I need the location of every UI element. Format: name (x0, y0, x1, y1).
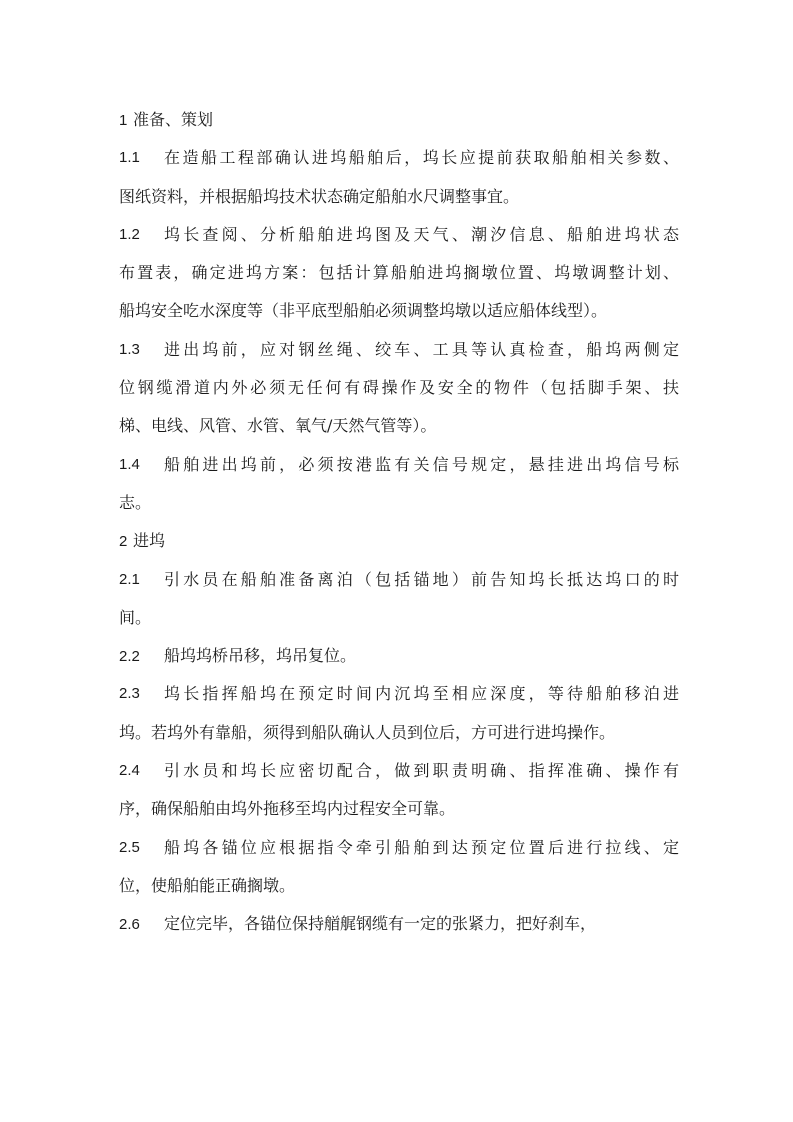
line-text: 间。 (119, 607, 152, 627)
line-text: 梯、电线、风管、水管、氧气/天然气管等）。 (119, 416, 437, 436)
text-line (119, 599, 679, 637)
numbered-paragraph (119, 675, 679, 752)
numbered-paragraph (119, 446, 679, 523)
text-line (119, 484, 679, 522)
document-page (119, 101, 679, 944)
text-line (119, 752, 679, 790)
line-text: 船坞各锚位应根据指令牵引船舶到达预定位置后进行拉线、定 (164, 837, 679, 857)
text-line (119, 216, 679, 254)
paragraph-number: 2.6 (119, 916, 140, 934)
text-line (119, 101, 679, 139)
line-text: 船坞坞桥吊移，坞吊复位。 (164, 646, 357, 666)
text-line (119, 254, 679, 292)
text-line (119, 790, 679, 828)
line-text: 位钢缆滑道内外必须无任何有碍操作及安全的物件（包括脚手架、扶 (119, 378, 679, 398)
section-heading (119, 101, 679, 139)
text-line (119, 331, 679, 369)
line-text: 布置表，确定进坞方案：包括计算船舶进坞搁墩位置、坞墩调整计划、 (119, 263, 679, 283)
line-text: 坞长指挥船坞在预定时间内沉坞至相应深度，等待船舶移泊进 (164, 684, 679, 704)
text-line (119, 369, 679, 407)
paragraph-number: 2.2 (119, 648, 140, 666)
text-line (119, 139, 679, 177)
numbered-paragraph (119, 331, 679, 446)
line-text: 序，确保船舶由坞外拖移至坞内过程安全可靠。 (119, 799, 456, 819)
text-line (119, 292, 679, 330)
numbered-paragraph (119, 905, 679, 943)
section-number: 2 (119, 533, 128, 551)
line-text: 进出坞前，应对钢丝绳、绞车、工具等认真检查，船坞两侧定 (164, 339, 679, 359)
text-line (119, 178, 679, 216)
paragraph-number: 2.1 (119, 570, 140, 588)
line-text: 坞。若坞外有靠船，须得到船队确认人员到位后，方可进行进坞操作。 (119, 722, 616, 742)
line-text: 准备、策划 (133, 110, 214, 129)
numbered-paragraph (119, 216, 679, 331)
line-text: 图纸资料，并根据船坞技术状态确定船舶水尺调整事宜。 (119, 186, 520, 206)
line-text: 进坞 (133, 531, 166, 551)
line-text: 在造船工程部确认进坞船舶后，坞长应提前获取船舶相关参数、 (164, 148, 679, 168)
paragraph-number: 2.3 (119, 685, 140, 703)
line-text: 引水员和坞长应密切配合，做到职责明确、指挥准确、操作有 (164, 761, 679, 781)
numbered-paragraph (119, 829, 679, 906)
line-text: 坞长查阅、分析船舶进坞图及天气、潮汐信息、船舶进坞状态 (164, 224, 679, 244)
numbered-paragraph (119, 561, 679, 638)
numbered-paragraph (119, 139, 679, 216)
text-line (119, 905, 679, 943)
text-line (119, 522, 679, 560)
document-body (119, 101, 679, 944)
text-line (119, 407, 679, 445)
text-line (119, 561, 679, 599)
paragraph-number: 1.1 (119, 149, 140, 167)
text-line (119, 867, 679, 905)
line-text: 船坞安全吃水深度等（非平底型船舶必须调整坞墩以适应船体线型）。 (119, 301, 608, 321)
paragraph-number: 1.2 (119, 225, 140, 243)
line-text: 位，使船舶能正确搁墩。 (119, 875, 296, 895)
section-heading (119, 522, 679, 560)
paragraph-number: 1.3 (119, 340, 140, 358)
text-line (119, 637, 679, 675)
paragraph-number: 1.4 (119, 455, 140, 473)
line-text: 船舶进出坞前，必须按港监有关信号规定，悬挂进出坞信号标 (164, 454, 679, 474)
text-line (119, 446, 679, 484)
paragraph-number: 2.4 (119, 762, 140, 780)
text-line (119, 714, 679, 752)
numbered-paragraph (119, 637, 679, 675)
line-text: 志。 (119, 492, 152, 512)
line-text: 引水员在船舶准备离泊（包括锚地）前告知坞长抵达坞口的时 (164, 569, 679, 589)
line-text: 定位完毕，各锚位保持艏艉钢缆有一定的张紧力，把好刹车， (164, 914, 597, 934)
text-line (119, 675, 679, 713)
section-number: 1 (119, 112, 128, 129)
paragraph-number: 2.5 (119, 838, 140, 856)
numbered-paragraph (119, 752, 679, 829)
text-line (119, 829, 679, 867)
